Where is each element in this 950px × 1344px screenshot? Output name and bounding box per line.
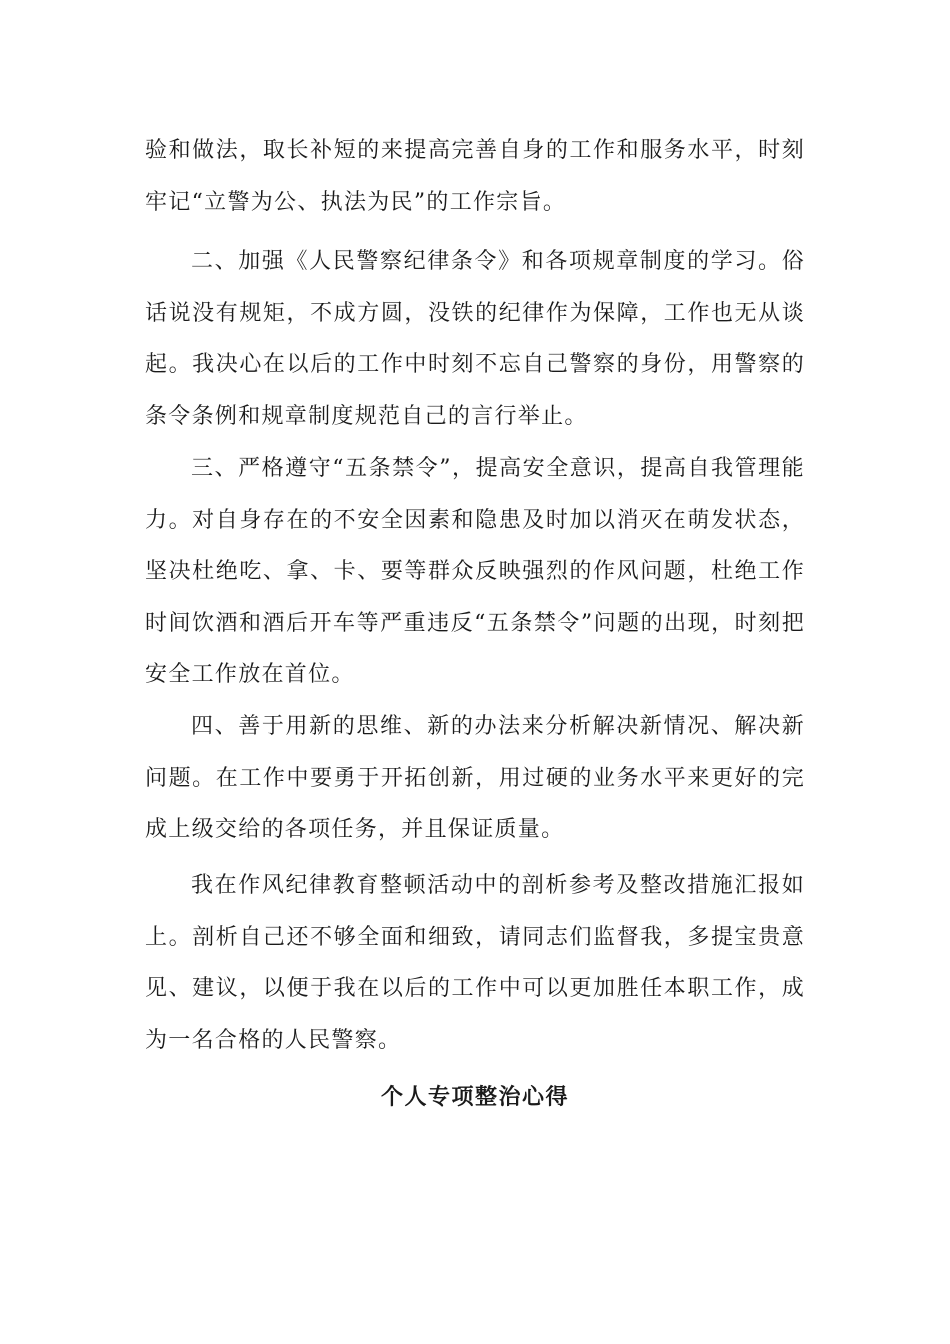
section-heading: 个人专项整治心得	[380, 1084, 569, 1110]
paragraph-conclusion: 我在作风纪律教育整顿活动中的剖析参考及整改措施汇报如上。剖析自己还不够全面和细致，请同志们监督我，多提宝贵意见、建议，以便于我在以后的工作中可以更加胜任本职工作，成为一名合格的人民警察。	[145, 873, 805, 1053]
paragraph-continuation: 验和做法，取长补短的来提高完善自身的工作和服务水平，时刻牢记“立警为公、执法为民”的工作宗旨。	[145, 138, 805, 215]
paragraph-five-prohibitions: 三、严格遵守“五条禁令”，提高安全意识，提高自我管理能力。对自身存在的不安全因素和隐患及时加以消灭在萌发状态，坚决杜绝吃、拿、卡、要等群众反映强烈的作风问题，杜绝工作时间饮酒和酒后开车等严重违反“五条禁令”问题的出现，时刻把安全工作放在首位。	[145, 456, 805, 687]
paragraph-new-thinking: 四、善于用新的思维、新的办法来分析解决新情况、解决新问题。在工作中要勇于开拓创新，用过硬的业务水平来更好的完成上级交给的各项任务，并且保证质量。	[145, 714, 805, 842]
paragraph-discipline-study: 二、加强《人民警察纪律条令》和各项规章制度的学习。俗话说没有规矩，不成方圆，没铁的纪律作为保障，工作也无从谈起。我决心在以后的工作中时刻不忘自己警察的身份，用警察的条令条例和规章制度规范自己的言行举止。	[145, 249, 805, 429]
